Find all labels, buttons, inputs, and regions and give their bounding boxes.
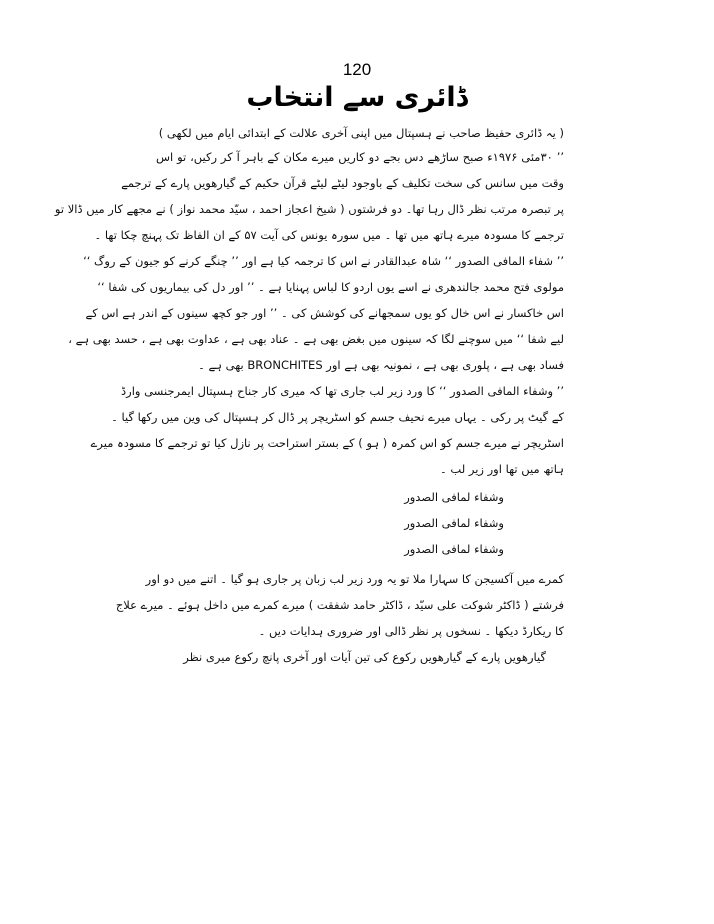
verse-line: وشفاء لمافی الصدور (404, 542, 504, 556)
paragraph-line: ’’ ۳۰مئی ۱۹۷۶ء صبح ساڑھے دس بجے دو کاریں میرے مکان کے باہر آ کر رکیں، تو اس (156, 150, 564, 164)
verse-line: وشفاء لمافی الصدور (404, 490, 504, 504)
paragraph-line: کا ریکارڈ دیکھا ۔ نسخوں پر نظر ڈالی اور ضروری ہدایات دیں ۔ (258, 624, 564, 638)
paragraph-line: ’’ شفاء المافی الصدور ‘‘ شاہ عبدالقادر نے اس کا ترجمہ کیا ہے اور ’’ چنگے کرنے کو جیون کے روگ ‘‘ (83, 254, 564, 268)
paragraph-line: فرشتے ( ڈاکٹر شوکت علی سیّد ، ڈاکٹر حامد شفقت ) میرے کمرے میں داخل ہوئے ۔ میرے علاج (115, 598, 564, 612)
verse-line: وشفاء لمافی الصدور (404, 516, 504, 530)
paragraph-line: وقت میں سانس کی سخت تکلیف کے باوجود لیٹے لیٹے قرآن حکیم کے گیارھویں پارے کے ترجمے (121, 176, 564, 190)
page-title: ڈائری سے انتخاب (246, 82, 468, 113)
paragraph-line: اس خاکسار نے اس خال کو یوں سمجھانے کی کوشش کی ۔ ’’ اور جو کچھ سینوں کے اندر ہے اس کے (85, 306, 564, 320)
paragraph-line: پر تبصرہ مرتب نظر ڈال رہا تھا۔ دو فرشتوں ( شیخ اعجاز احمد ، سیّد محمد نواز ) نے مجھے کار میں ڈالا تو (54, 202, 564, 216)
paragraph-line: ترجمے کا مسودہ میرے ہاتھ میں تھا ۔ میں سورہ یونس کی آیت ۵۷ کے ان الفاظ تک پہنچ چکا تھا ۔ (94, 228, 564, 242)
paragraph-line: ’’ وشفاء المافی الصدور ‘‘ کا ورد زیر لب جاری تھا کہ میری کار جناح ہسپتال ایمرجنسی وارڈ (121, 384, 564, 398)
paragraph-line: فساد بھی ہے ، پلوری بھی ہے ، نمونیہ بھی ہے اور BRONCHITES بھی ہے ۔ (198, 358, 564, 372)
paragraph-line: ( یہ ڈائری حفیظ صاحب نے ہسپتال میں اپنی آخری علالت کے ابتدائی ایام میں لکھی ) (158, 126, 564, 140)
paragraph-line: کے گیٹ پر رکی ۔ یہاں میرے نحیف جسم کو اسٹریچر پر ڈال کر ہسپتال کی وین میں رکھا گیا ۔ (111, 410, 564, 424)
paragraph-line: اسٹریچر نے میرے جسم کو اس کمرہ ( ہو ) کے بستر استراحت پر نازل کیا تو ترجمے کا مسودہ میرے (90, 436, 564, 450)
paragraph-line: گیارھویں پارے کے گیارھویں رکوع کی تین آیات اور آخری پانچ رکوع میری نظر (183, 650, 546, 664)
paragraph-line: ہاتھ میں تھا اور زیر لب ۔ (440, 462, 564, 476)
paragraph-line: کمرے میں آکسیجن کا سہارا ملا تو یہ ورد زیر لب زبان پر جاری ہو گیا ۔ اتنے میں دو اور (145, 572, 564, 586)
page-number: 120 (342, 60, 372, 79)
paragraph-line: لیے شفا ‘‘ میں سوچنے لگا کہ سینوں میں بغض بھی ہے ۔ عناد بھی ہے ، عداوت بھی ہے ، حسد بھی ہے ، (68, 332, 564, 346)
paragraph-line: مولوی فتح محمد جالندھری نے اسے یوں اردو کا لباس پہنایا ہے ۔ ’’ اور دل کی بیماریوں کی شفا ‘‘ (97, 280, 564, 294)
